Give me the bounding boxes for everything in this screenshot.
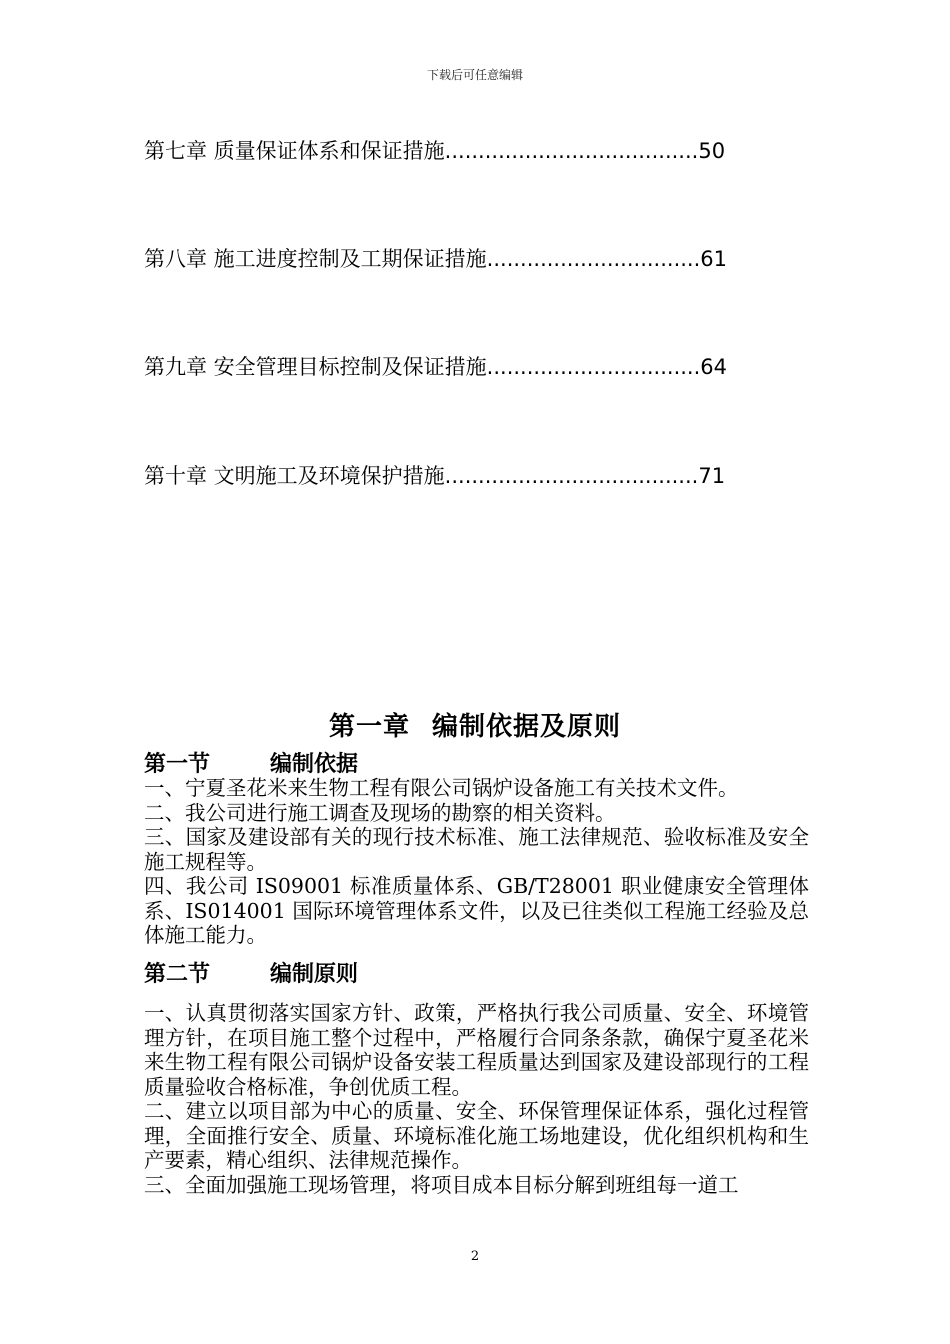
section-1-body: [144, 776, 809, 948]
section-1-number: 第一节: [144, 751, 211, 777]
page-header: 下载后可任意编辑: [426, 68, 523, 82]
toc-entry-chapter-9: 第九章 安全管理目标控制及保证措施................................64: [144, 355, 728, 379]
paragraph: 二、我公司进行施工调查及现场的勘察的相关资料。: [144, 800, 616, 825]
toc-entry-chapter-10: 第十章 文明施工及环境保护措施......................................71: [144, 464, 726, 488]
section-2-heading: [144, 957, 358, 988]
section-1-heading: [144, 747, 358, 778]
toc-entry-chapter-7: 第七章 质量保证体系和保证措施......................................50: [144, 139, 726, 163]
toc-entry-chapter-8: 第八章 施工进度控制及工期保证措施................................61: [144, 247, 728, 271]
paragraph: 四、我公司 IS09001 标准质量体系、GB/T28001 职业健康安全管理体系、IS014001 国际环境管理体系文件，以及已往类似工程施工经验及总体施工能力。: [144, 874, 809, 947]
paragraph: 一、宁夏圣花米来生物工程有限公司锅炉设备施工有关技术文件。: [144, 776, 739, 800]
section-1-title: 编制依据: [270, 751, 359, 777]
page-number: 2: [470, 1249, 480, 1264]
chapter-title: 第一章 编制依据及原则: [328, 712, 622, 742]
paragraph: 一、认真贯彻落实国家方针、政策，严格执行我公司质量、安全、环境管理方针，在项目施工整个过程中，严格履行合同条条款，确保宁夏圣花米来生物工程有限公司锅炉设备安装工程质量达到国家及建设部现行的工程质量验收合格标准，争创优质工程。: [144, 1001, 809, 1099]
paragraph: 三、国家及建设部有关的现行技术标准、施工法律规范、验收标准及安全施工规程等。: [144, 825, 809, 874]
paragraph: 三、全面加强施工现场管理，将项目成本目标分解到班组每一道工: [144, 1172, 739, 1197]
section-2-body: [144, 1001, 809, 1197]
section-2-title: 编制原则: [270, 961, 359, 987]
paragraph: 二、建立以项目部为中心的质量、安全、环保管理保证体系，强化过程管理，全面推行安全、质量、环境标准化施工场地建设，优化组织机构和生产要素，精心组织、法律规范操作。: [144, 1099, 809, 1172]
section-2-number: 第二节: [144, 961, 211, 987]
